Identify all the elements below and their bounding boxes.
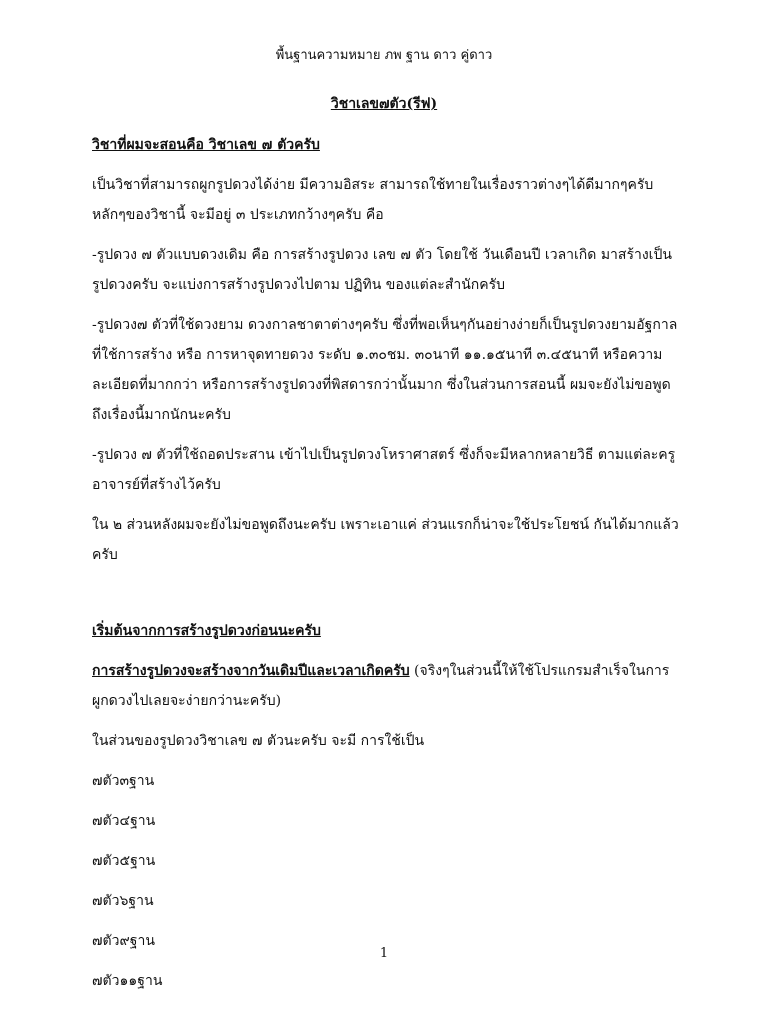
intro-paragraph: เป็นวิชาที่สามารถผูกรูปดวงได้ง่าย มีความอิสระ สามารถใช้ทายในเรื่องราวต่างๆได้ดีมากๆครับ หลักๆของวิชานี้ จะมีอยู่ ๓ ประเภทกว้างๆครับ คือ: [92, 177, 654, 223]
type-paragraph-1: -รูปดวง ๗ ตัวแบบดวงเดิม คือ การสร้างรูปดวง เลข ๗ ตัว โดยใช้ วันเดือนปี เวลาเกิด มาสร้างเป็นรูปดวงครับ จะแบ่งการสร้างรูปดวงไปตาม ปฏิทิน ของแต่ละสำนักครับ: [92, 247, 672, 293]
section-subheading: [92, 656, 682, 716]
section-gap: [92, 580, 682, 616]
document-body: [92, 130, 682, 1006]
list-item: ๗ตัว๓ฐาน: [92, 773, 155, 789]
list-item: ๗ตัว๑๑ฐาน: [92, 973, 163, 989]
note-paragraph: ใน ๒ ส่วนหลังผมจะยังไม่ขอพูดถึงนะครับ เพราะเอาแค่ ส่วนแรกก็น่าจะใช้ประโยชน์ กันได้มากแล้วครับ: [92, 517, 679, 563]
type-paragraph-3: -รูปดวง ๗ ตัวที่ใช้ถอดประสาน เข้าไปเป็นรูปดวงโหราศาสตร์ ซึ่งก็จะมีหลากหลายวิธี ตามแต่ละครูอาจารย์ที่สร้างไว้ครับ: [92, 447, 676, 493]
type-paragraph-2: -รูปดวง๗ ตัวที่ใช้ดวงยาม ดวงกาลชาตาต่างๆครับ ซึ่งที่พอเห็นๆกันอย่างง่ายก็เป็นรูปดวงยามอัฐกาล ที่ใช้การสร้าง หรือ การหาจุดทายดวง ระดับ ๑.๓๐ชม. ๓๐นาที ๑๑.๑๕นาที ๓.๔๕นาที หรือความละเอียดที่มากกว่า หรือการสร้างรูปดวงที่พิสดารกว่านั้นมาก ซึ่งในส่วนการสอนนี้ ผมจะยังไม่ขอพูดถึงเรื่องนี้มากนักนะครับ: [92, 317, 678, 423]
section-subheading-text: การสร้างรูปดวงจะสร้างจากวันเดิมปีและเวลาเกิดครับ: [92, 663, 410, 679]
list-item: ๗ตัว๕ฐาน: [92, 853, 156, 869]
document-title: วิชาเลข๗ตัว(รีฟ): [330, 96, 438, 112]
section-heading: [92, 616, 682, 646]
intro-heading-text: วิชาที่ผมจะสอนคือ วิชาเลข ๗ ตัวครับ: [92, 137, 320, 153]
section-lead: ในส่วนของรูปดวงวิชาเลข ๗ ตัวนะครับ จะมี การใช้เป็น: [92, 733, 425, 749]
page-number: 1: [379, 946, 389, 961]
intro-heading: [92, 130, 682, 160]
section-subheading-rest: (จริงๆในส่วนนี้ให้ใช้โปรแกรมสำเร็จในการผูกดวงไปเลยจะง่ายกว่านะครับ): [92, 663, 670, 709]
section-heading-text: เริ่มต้นจากการสร้างรูปดวงก่อนนะครับ: [92, 623, 321, 639]
list-item: ๗ตัว๔ฐาน: [92, 813, 156, 829]
page-header: พื้นฐานความหมาย ภพ ฐาน ดาว คู่ดาว: [275, 48, 493, 63]
list-item: ๗ตัว๖ฐาน: [92, 893, 154, 909]
list-item: ๗ตัว๙ฐาน: [92, 933, 155, 949]
